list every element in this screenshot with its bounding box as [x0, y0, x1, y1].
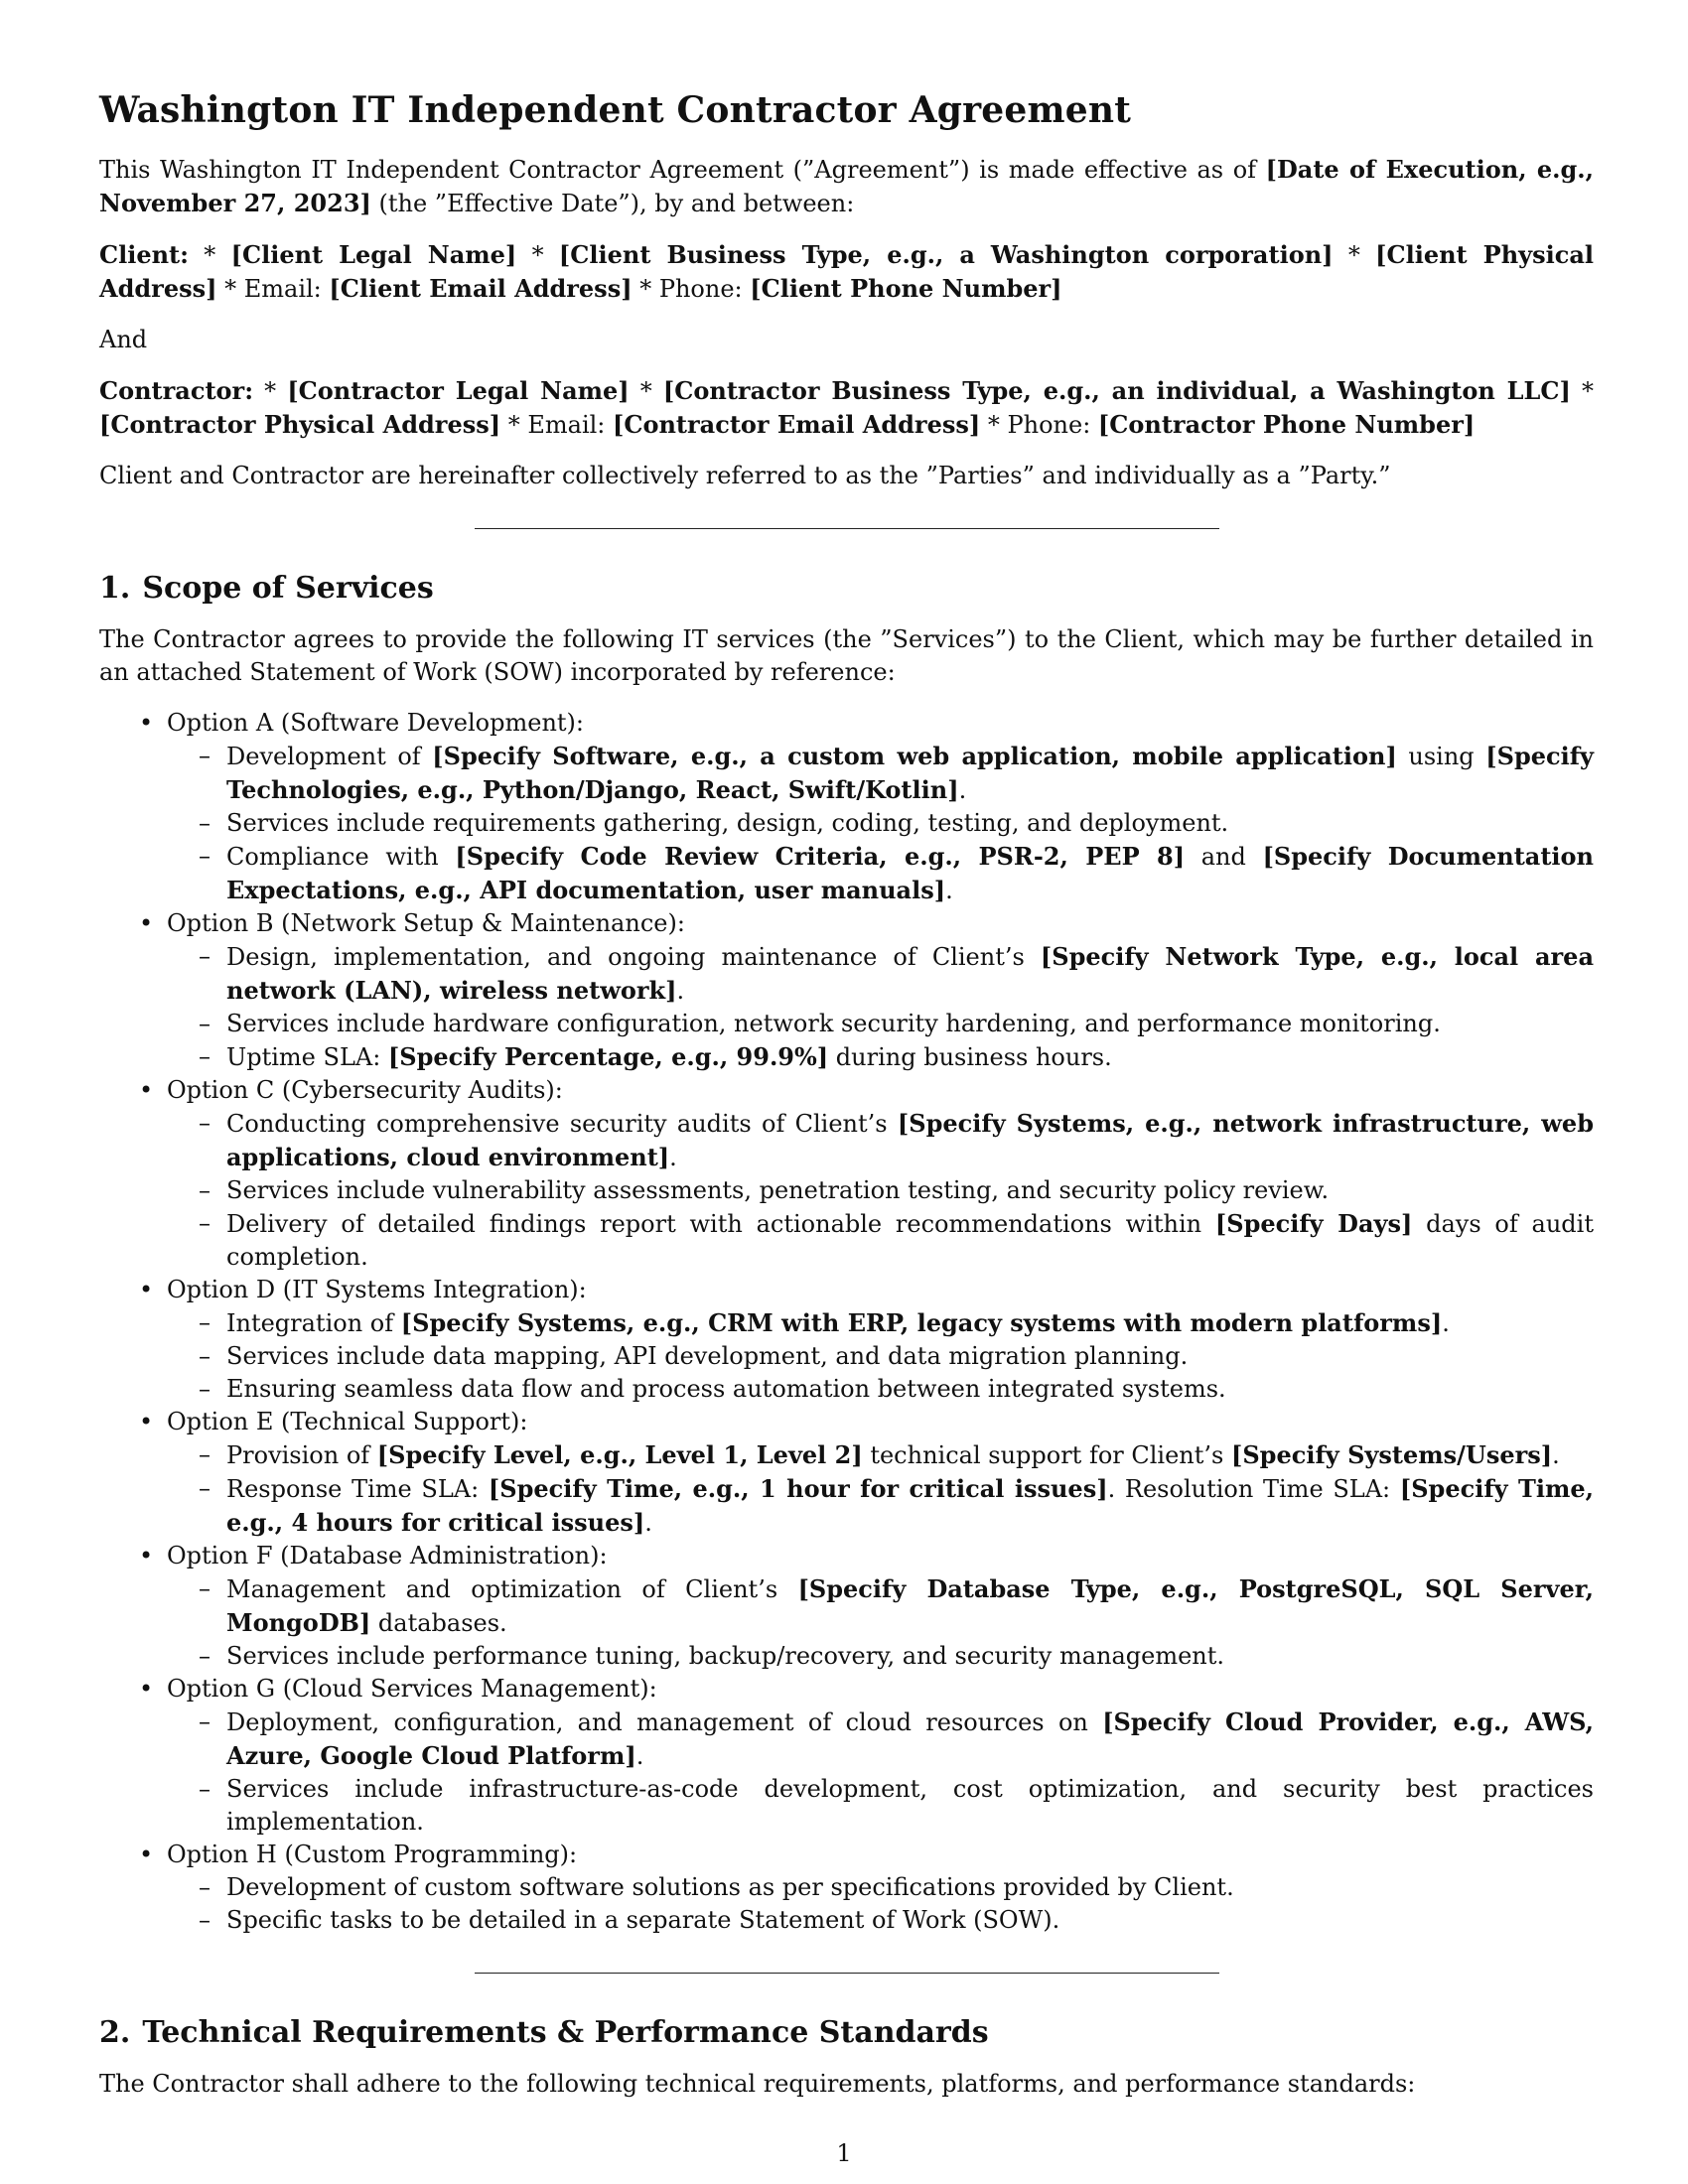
list-item: [167, 740, 1594, 807]
option-label: Option D (IT Systems Integration):: [167, 1276, 587, 1303]
client-label: Client:: [99, 240, 189, 269]
placeholder: [Specify Time, e.g., 4 hours for critical issues]: [226, 1474, 1595, 1537]
intro-text: (the ”Effective Date”), by and between:: [370, 190, 855, 217]
text: Provision of: [226, 1441, 377, 1469]
text: Development of: [226, 743, 433, 770]
phone-label: * Phone:: [632, 275, 751, 303]
list-item: [167, 840, 1594, 907]
section-divider: [475, 1973, 1219, 1974]
client-name-placeholder: [Client Legal Name]: [230, 240, 517, 269]
placeholder: [Specify Network Type, e.g., local area network (LAN), wireless network]: [226, 942, 1594, 1005]
text: . Resolution Time SLA:: [1107, 1475, 1400, 1503]
list-item: [167, 1706, 1594, 1773]
sub-list: [167, 740, 1594, 907]
text: Compliance with: [226, 843, 456, 871]
text: .: [945, 877, 953, 904]
placeholder: [Specify Software, e.g., a custom web application, mobile application]: [432, 742, 1397, 770]
text: Design, implementation, and ongoing maintenance of Client’s: [226, 943, 1041, 971]
text: .: [1442, 1309, 1450, 1337]
contractor-type-placeholder: [Contractor Business Type, e.g., an individual, a Washington LLC]: [662, 376, 1571, 405]
effective-date-placeholder: [Date of Execution, e.g., November 27, 2023]: [99, 155, 1594, 217]
section-1-intro: The Contractor agrees to provide the following IT services (the ”Services”) to the Client, which may be further detailed in an attached Statement of Work (SOW) incorporated by reference:: [99, 625, 1594, 686]
text: .: [676, 977, 685, 1005]
placeholder: [Specify Systems, e.g., network infrastructure, web applications, cloud environment]: [226, 1109, 1594, 1171]
list-item: [99, 707, 1594, 907]
list-item: [99, 1406, 1594, 1540]
list-item: – Development of custom software solutions as per specifications provided by Client.: [167, 1871, 1594, 1904]
list-item: [99, 1540, 1594, 1673]
sub-list: [167, 1438, 1594, 1540]
text: using: [1396, 743, 1486, 770]
text: and: [1185, 843, 1263, 871]
list-item: [167, 1040, 1594, 1074]
placeholder: [Specify Time, e.g., 1 hour for critical issues]: [488, 1474, 1108, 1503]
intro-text: This Washington IT Independent Contractor Agreement (”Agreement”) is made effective as of: [99, 156, 1266, 184]
section-2-intro: The Contractor shall adhere to the following technical requirements, platforms, and performance standards:: [99, 2070, 1416, 2098]
placeholder: [Specify Technologies, e.g., Python/Django, React, Swift/Kotlin]: [226, 742, 1594, 804]
email-label: * Email:: [216, 275, 330, 303]
list-item: [167, 1472, 1594, 1540]
client-block: [99, 238, 1594, 306]
and-text: And: [99, 326, 148, 353]
list-item: – Services include data mapping, API development, and data migration planning.: [167, 1340, 1594, 1373]
option-label: Option H (Custom Programming):: [167, 1841, 578, 1868]
placeholder: [Specify Cloud Provider, e.g., AWS, Azure, Google Cloud Platform]: [226, 1707, 1595, 1770]
placeholder: [Specify Documentation Expectations, e.g., API documentation, user manuals]: [226, 842, 1594, 904]
section-title: Scope of Services: [142, 571, 434, 606]
list-item: – Services include requirements gathering, design, coding, testing, and deployment.: [167, 807, 1594, 840]
placeholder: [Specify Database Type, e.g., PostgreSQL, SQL Server, MongoDB]: [226, 1574, 1594, 1637]
option-label: Option A (Software Development):: [167, 709, 584, 737]
section-title: Technical Requirements & Performance Standards: [142, 2015, 989, 2050]
page-number: 1: [836, 2139, 852, 2167]
separator: *: [1333, 241, 1376, 269]
text: .: [1552, 1441, 1560, 1469]
client-phone-placeholder: [Client Phone Number]: [750, 274, 1062, 303]
list-item: – Services include vulnerability assessments, penetration testing, and security policy review.: [167, 1174, 1594, 1207]
option-label: Option E (Technical Support):: [167, 1408, 528, 1435]
text: Conducting comprehensive security audits of Client’s: [226, 1110, 898, 1138]
text: Management and optimization of Client’s: [226, 1575, 798, 1603]
text: .: [958, 776, 967, 804]
list-item: – Services include infrastructure-as-code development, cost optimization, and security best practices implementation.: [167, 1773, 1594, 1839]
text: Integration of: [226, 1309, 401, 1337]
placeholder: [Specify Systems, e.g., CRM with ERP, legacy systems with modern platforms]: [400, 1308, 1443, 1337]
contractor-label: Contractor:: [99, 376, 254, 405]
text: .: [644, 1509, 652, 1537]
text: technical support for Client’s: [862, 1441, 1231, 1469]
client-type-placeholder: [Client Business Type, e.g., a Washington corporation]: [558, 240, 1334, 269]
list-item: – Specific tasks to be detailed in a separate Statement of Work (SOW).: [167, 1904, 1594, 1937]
phone-label: * Phone:: [980, 411, 1098, 439]
text: .: [635, 1742, 644, 1770]
separator: *: [629, 377, 663, 405]
section-divider: [475, 528, 1219, 529]
list-item: – Ensuring seamless data flow and process automation between integrated systems.: [167, 1373, 1594, 1406]
list-item: – Services include performance tuning, backup/recovery, and security management.: [167, 1640, 1594, 1673]
contractor-email-placeholder: [Contractor Email Address]: [613, 410, 981, 439]
document-title: Washington IT Independent Contractor Agreement: [99, 89, 1132, 131]
contractor-phone-placeholder: [Contractor Phone Number]: [1097, 410, 1476, 439]
placeholder: [Specify Days]: [1214, 1209, 1413, 1238]
placeholder: [Specify Percentage, e.g., 99.9%]: [387, 1042, 829, 1071]
client-email-placeholder: [Client Email Address]: [329, 274, 633, 303]
text: days of audit completion.: [226, 1210, 1594, 1271]
list-item: [167, 1572, 1594, 1640]
text: Delivery of detailed findings report with actionable recommendations within: [226, 1210, 1215, 1238]
list-item: [99, 1839, 1594, 1937]
separator: *: [516, 241, 559, 269]
option-label: Option C (Cybersecurity Audits):: [167, 1076, 563, 1104]
option-label: Option G (Cloud Services Management):: [167, 1675, 657, 1703]
option-label: Option F (Database Administration):: [167, 1542, 608, 1570]
text: Response Time SLA:: [226, 1475, 489, 1503]
document-page: [99, 60, 1594, 2118]
list-item: [167, 1107, 1594, 1174]
section-number: 1.: [99, 571, 131, 606]
separator: *: [189, 241, 231, 269]
sub-list: [167, 940, 1594, 1074]
contractor-block: [99, 374, 1594, 442]
separator: *: [253, 377, 288, 405]
section-2-heading: [99, 2015, 1594, 2050]
placeholder: [Specify Level, e.g., Level 1, Level 2]: [376, 1440, 863, 1469]
sub-list: [167, 1572, 1594, 1673]
text: Deployment, configuration, and management of cloud resources on: [226, 1708, 1103, 1736]
placeholder: [Specify Systems/Users]: [1230, 1440, 1553, 1469]
client-address-placeholder: [Client Physical Address]: [99, 240, 1595, 303]
list-item: [167, 940, 1594, 1008]
contractor-name-placeholder: [Contractor Legal Name]: [287, 376, 630, 405]
list-item: – Services include hardware configuration, network security hardening, and performance monitoring.: [167, 1008, 1594, 1040]
sub-list: [167, 1306, 1594, 1406]
email-label: * Email:: [500, 411, 614, 439]
sub-list: [167, 1871, 1594, 1937]
text: .: [669, 1144, 677, 1171]
separator: *: [1570, 377, 1594, 405]
services-options-list: [99, 707, 1594, 1937]
intro-paragraph: [99, 153, 1594, 220]
list-item: [99, 1673, 1594, 1839]
list-item: [167, 1207, 1594, 1274]
list-item: [99, 907, 1594, 1074]
sub-list: [167, 1107, 1594, 1274]
list-item: [99, 1274, 1594, 1406]
list-item: [167, 1306, 1594, 1340]
list-item: [99, 1074, 1594, 1274]
parties-paragraph: Client and Contractor are hereinafter collectively referred to as the ”Parties” and individually as a ”Party.”: [99, 462, 1391, 489]
section-number: 2.: [99, 2015, 131, 2050]
contractor-address-placeholder: [Contractor Physical Address]: [99, 410, 501, 439]
placeholder: [Specify Code Review Criteria, e.g., PSR-2, PEP 8]: [455, 842, 1186, 871]
list-item: [167, 1438, 1594, 1472]
text: Uptime SLA:: [226, 1043, 388, 1071]
text: during business hours.: [828, 1043, 1112, 1071]
sub-list: [167, 1706, 1594, 1839]
text: databases.: [370, 1609, 507, 1637]
option-label: Option B (Network Setup & Maintenance):: [167, 909, 685, 937]
section-1-heading: [99, 571, 1594, 606]
